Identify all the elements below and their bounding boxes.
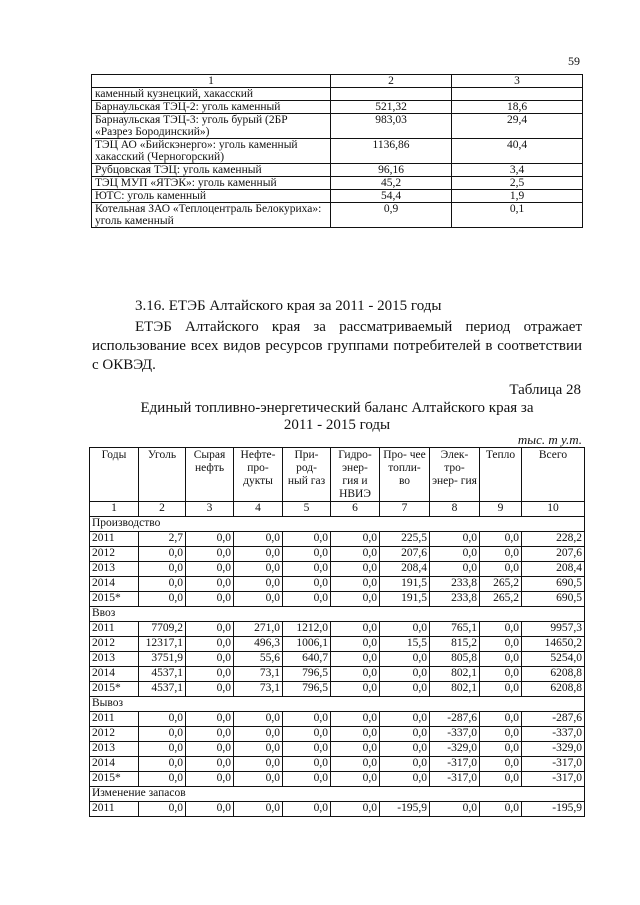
table-row xyxy=(90,592,585,607)
value-cell: 690,5 xyxy=(522,577,585,592)
value-cell: 0,0 xyxy=(331,562,380,577)
column-number-cell: 10 xyxy=(522,502,585,517)
year-cell: 2015* xyxy=(90,592,139,607)
column-number-cell: 6 xyxy=(331,502,380,517)
table-row xyxy=(90,637,585,652)
section-paragraph: ЕТЭБ Алтайского края за рассматриваемый период отражает использование всех видов ресурсов группами потребителей в соответствии с ОКВЭД. xyxy=(92,319,582,373)
value-cell: 0,0 xyxy=(283,727,331,742)
value-cell: 0,0 xyxy=(234,757,283,772)
table-row xyxy=(92,190,583,203)
value-cell: 5254,0 xyxy=(522,652,585,667)
value-cell: 0,0 xyxy=(283,547,331,562)
energy-balance-table xyxy=(89,447,585,817)
value-cell: 0,0 xyxy=(283,742,331,757)
column-header: Нефте- про- дукты xyxy=(234,448,283,502)
value-cell: 0,0 xyxy=(480,757,522,772)
value-cell: 0,0 xyxy=(139,742,186,757)
value-cell: 0,0 xyxy=(480,562,522,577)
year-cell: 2013 xyxy=(90,742,139,757)
value-cell: 207,6 xyxy=(380,547,430,562)
value-cell: 0,0 xyxy=(430,532,480,547)
section-row xyxy=(90,697,585,712)
value-cell: 207,6 xyxy=(522,547,585,562)
value-cell: -317,0 xyxy=(430,772,480,787)
column-header: Уголь xyxy=(139,448,186,502)
value-cell: 0,0 xyxy=(139,562,186,577)
fuel-consumption-table-continued xyxy=(91,74,583,228)
value-cell: 271,0 xyxy=(234,622,283,637)
column-header: Тепло xyxy=(480,448,522,502)
table-row xyxy=(90,727,585,742)
table-row xyxy=(92,177,583,190)
value-cell: 0,0 xyxy=(186,802,234,817)
value-cell: 0,0 xyxy=(380,772,430,787)
value-cell: 0,0 xyxy=(380,622,430,637)
value-cell: 0,9 xyxy=(331,203,452,228)
value-cell: 0,0 xyxy=(331,637,380,652)
value-cell: 0,0 xyxy=(480,532,522,547)
value-cell: 0,0 xyxy=(380,682,430,697)
value-cell: 0,0 xyxy=(139,712,186,727)
column-number-cell: 4 xyxy=(234,502,283,517)
value-cell: 2,5 xyxy=(452,177,583,190)
value-cell: 191,5 xyxy=(380,592,430,607)
column-number-cell: 1 xyxy=(90,502,139,517)
value-cell: 0,0 xyxy=(234,562,283,577)
value-cell: 233,8 xyxy=(430,577,480,592)
value-cell: 0,0 xyxy=(283,757,331,772)
year-cell: 2011 xyxy=(90,622,139,637)
value-cell: 0,0 xyxy=(139,772,186,787)
value-cell: 54,4 xyxy=(331,190,452,203)
value-cell: 815,2 xyxy=(430,637,480,652)
section-label: Ввоз xyxy=(90,607,585,622)
section-label: Изменение запасов xyxy=(90,787,585,802)
plant-fuel-cell: Барнаульская ТЭЦ-3: уголь бурый (2БР «Разрез Бородинский») xyxy=(92,114,331,139)
value-cell: 96,16 xyxy=(331,164,452,177)
value-cell: 12317,1 xyxy=(139,637,186,652)
value-cell: 0,0 xyxy=(139,757,186,772)
table-title-line-1: Единый топливно-энергетический баланс Алтайского края за xyxy=(140,400,534,416)
value-cell: 805,8 xyxy=(430,652,480,667)
value-cell: 0,0 xyxy=(480,802,522,817)
value-cell: 0,0 xyxy=(430,547,480,562)
plant-fuel-cell: ЮТС: уголь каменный xyxy=(92,190,331,203)
value-cell: 0,0 xyxy=(283,562,331,577)
value-cell: 191,5 xyxy=(380,577,430,592)
value-cell: 225,5 xyxy=(380,532,430,547)
plant-fuel-cell: ТЭЦ АО «Бийскэнерго»: уголь каменный хакасский (Черногорский) xyxy=(92,139,331,164)
value-cell: 0,0 xyxy=(331,757,380,772)
year-cell: 2014 xyxy=(90,757,139,772)
value-cell: 0,0 xyxy=(283,712,331,727)
table-row xyxy=(92,203,583,228)
value-cell: 0,0 xyxy=(480,712,522,727)
year-cell: 2015* xyxy=(90,772,139,787)
section-heading: 3.16. ЕТЭБ Алтайского края за 2011 - 2015 годы xyxy=(135,298,442,314)
section-row xyxy=(90,607,585,622)
value-cell: 0,0 xyxy=(139,592,186,607)
value-cell: 0,0 xyxy=(234,592,283,607)
value-cell: -287,6 xyxy=(430,712,480,727)
value-cell: -195,9 xyxy=(522,802,585,817)
value-cell xyxy=(331,88,452,101)
table-row xyxy=(92,164,583,177)
value-cell: 0,0 xyxy=(234,577,283,592)
value-cell: 0,0 xyxy=(139,727,186,742)
value-cell: 802,1 xyxy=(430,682,480,697)
value-cell: 0,0 xyxy=(283,802,331,817)
value-cell: 6208,8 xyxy=(522,682,585,697)
value-cell: 228,2 xyxy=(522,532,585,547)
value-cell: 0,0 xyxy=(331,652,380,667)
year-cell: 2011 xyxy=(90,802,139,817)
value-cell: 0,0 xyxy=(186,592,234,607)
value-cell: 0,0 xyxy=(186,772,234,787)
column-header: Всего xyxy=(522,448,585,502)
table-row xyxy=(90,667,585,682)
table-row xyxy=(92,101,583,114)
table-number: Таблица 28 xyxy=(509,382,581,398)
value-cell: 0,0 xyxy=(331,802,380,817)
value-cell: 0,0 xyxy=(331,727,380,742)
value-cell: -287,6 xyxy=(522,712,585,727)
table-row xyxy=(90,547,585,562)
value-cell: 690,5 xyxy=(522,592,585,607)
year-cell: 2014 xyxy=(90,577,139,592)
value-cell: 0,0 xyxy=(480,622,522,637)
column-header: Гидро- энер- гия и НВИЭ xyxy=(331,448,380,502)
value-cell: 2,7 xyxy=(139,532,186,547)
value-cell: 0,0 xyxy=(331,772,380,787)
value-cell: 233,8 xyxy=(430,592,480,607)
column-number-cell: 8 xyxy=(430,502,480,517)
value-cell: 0,0 xyxy=(331,547,380,562)
value-cell: 0,0 xyxy=(480,727,522,742)
value-cell: 0,0 xyxy=(186,667,234,682)
table-row xyxy=(92,139,583,164)
value-cell: 55,6 xyxy=(234,652,283,667)
value-cell: 521,32 xyxy=(331,101,452,114)
value-cell: 0,0 xyxy=(139,802,186,817)
year-cell: 2012 xyxy=(90,547,139,562)
column-number-cell: 2 xyxy=(331,75,452,88)
year-cell: 2015* xyxy=(90,682,139,697)
value-cell: 0,0 xyxy=(380,652,430,667)
section-label: Вывоз xyxy=(90,697,585,712)
value-cell: 0,0 xyxy=(186,577,234,592)
value-cell: 796,5 xyxy=(283,682,331,697)
plant-fuel-cell: Барнаульская ТЭЦ-2: уголь каменный xyxy=(92,101,331,114)
table-row xyxy=(92,88,583,101)
value-cell: 0,0 xyxy=(234,547,283,562)
value-cell: 0,0 xyxy=(380,727,430,742)
plant-fuel-cell: каменный кузнецкий, хакасский xyxy=(92,88,331,101)
value-cell: -329,0 xyxy=(430,742,480,757)
value-cell: -317,0 xyxy=(522,757,585,772)
column-header-row xyxy=(90,448,585,502)
value-cell: 0,0 xyxy=(331,712,380,727)
value-cell: 0,0 xyxy=(139,547,186,562)
value-cell: 0,0 xyxy=(283,577,331,592)
column-number-cell: 1 xyxy=(92,75,331,88)
value-cell: 1212,0 xyxy=(283,622,331,637)
value-cell: 0,0 xyxy=(331,592,380,607)
value-cell: 0,0 xyxy=(430,802,480,817)
value-cell: 4537,1 xyxy=(139,667,186,682)
value-cell: 0,0 xyxy=(234,772,283,787)
table-row xyxy=(90,562,585,577)
year-cell: 2012 xyxy=(90,637,139,652)
value-cell: 0,0 xyxy=(186,562,234,577)
column-header: Элек- тро- энер- гия xyxy=(430,448,480,502)
column-header: При- род- ный газ xyxy=(283,448,331,502)
table-row xyxy=(90,682,585,697)
column-number-cell: 3 xyxy=(186,502,234,517)
value-cell: 0,0 xyxy=(380,667,430,682)
value-cell: 0,0 xyxy=(480,742,522,757)
value-cell: 0,0 xyxy=(331,742,380,757)
table-header-row xyxy=(92,75,583,88)
value-cell: 3751,9 xyxy=(139,652,186,667)
value-cell: 0,0 xyxy=(234,532,283,547)
value-cell: 1136,86 xyxy=(331,139,452,164)
table-row xyxy=(90,622,585,637)
value-cell: 983,03 xyxy=(331,114,452,139)
value-cell: -317,0 xyxy=(522,772,585,787)
value-cell: 4537,1 xyxy=(139,682,186,697)
value-cell: 73,1 xyxy=(234,667,283,682)
value-cell: 208,4 xyxy=(380,562,430,577)
value-cell: 0,0 xyxy=(480,667,522,682)
column-header: Сырая нефть xyxy=(186,448,234,502)
table-row xyxy=(90,802,585,817)
year-cell: 2011 xyxy=(90,712,139,727)
value-cell: 208,4 xyxy=(522,562,585,577)
value-cell: 6208,8 xyxy=(522,667,585,682)
column-number-cell: 5 xyxy=(283,502,331,517)
table-row xyxy=(92,114,583,139)
value-cell: -337,0 xyxy=(522,727,585,742)
value-cell: 0,0 xyxy=(186,637,234,652)
value-cell: 0,0 xyxy=(186,682,234,697)
value-cell: 0,0 xyxy=(234,727,283,742)
value-cell: 0,0 xyxy=(283,532,331,547)
column-number-cell: 9 xyxy=(480,502,522,517)
value-cell: 0,0 xyxy=(331,577,380,592)
value-cell: 1,9 xyxy=(452,190,583,203)
value-cell: 15,5 xyxy=(380,637,430,652)
value-cell: 9957,3 xyxy=(522,622,585,637)
section-row xyxy=(90,787,585,802)
table-title-line-2: 2011 - 2015 годы xyxy=(283,417,391,433)
table-row xyxy=(90,772,585,787)
value-cell: 0,0 xyxy=(331,622,380,637)
value-cell: 0,0 xyxy=(186,547,234,562)
unit-label: тыс. т у.т. xyxy=(517,432,582,447)
value-cell: 40,4 xyxy=(452,139,583,164)
value-cell: 0,0 xyxy=(480,772,522,787)
year-cell: 2014 xyxy=(90,667,139,682)
value-cell: 496,3 xyxy=(234,637,283,652)
value-cell: -329,0 xyxy=(522,742,585,757)
value-cell: -317,0 xyxy=(430,757,480,772)
value-cell: 73,1 xyxy=(234,682,283,697)
value-cell: 7709,2 xyxy=(139,622,186,637)
table-title xyxy=(92,400,582,434)
section-row xyxy=(90,517,585,532)
value-cell: -337,0 xyxy=(430,727,480,742)
column-number-row xyxy=(90,502,585,517)
value-cell: 0,0 xyxy=(186,622,234,637)
value-cell: 0,0 xyxy=(186,742,234,757)
table-row xyxy=(90,532,585,547)
value-cell: 0,0 xyxy=(186,532,234,547)
value-cell: 0,0 xyxy=(380,712,430,727)
value-cell: 0,0 xyxy=(139,577,186,592)
column-number-cell: 2 xyxy=(139,502,186,517)
value-cell: -195,9 xyxy=(380,802,430,817)
value-cell: 1006,1 xyxy=(283,637,331,652)
value-cell: 0,1 xyxy=(452,203,583,228)
year-cell: 2013 xyxy=(90,652,139,667)
table-row xyxy=(90,577,585,592)
plant-fuel-cell: Котельная ЗАО «Теплоцентраль Белокуриха»: уголь каменный xyxy=(92,203,331,228)
value-cell: 45,2 xyxy=(331,177,452,190)
value-cell: 0,0 xyxy=(186,712,234,727)
plant-fuel-cell: ТЭЦ МУП «ЯТЭК»: уголь каменный xyxy=(92,177,331,190)
column-header: Про- чее топли- во xyxy=(380,448,430,502)
value-cell: 3,4 xyxy=(452,164,583,177)
value-cell: 0,0 xyxy=(234,712,283,727)
value-cell: 765,1 xyxy=(430,622,480,637)
value-cell: 0,0 xyxy=(331,682,380,697)
table-row xyxy=(90,742,585,757)
value-cell: 0,0 xyxy=(480,682,522,697)
value-cell: 265,2 xyxy=(480,577,522,592)
year-cell: 2011 xyxy=(90,532,139,547)
value-cell: 29,4 xyxy=(452,114,583,139)
value-cell: 0,0 xyxy=(331,667,380,682)
section-label: Производство xyxy=(90,517,585,532)
value-cell: 0,0 xyxy=(380,742,430,757)
value-cell: 0,0 xyxy=(480,547,522,562)
value-cell: 796,5 xyxy=(283,667,331,682)
table-row xyxy=(90,712,585,727)
value-cell: 0,0 xyxy=(331,532,380,547)
plant-fuel-cell: Рубцовская ТЭЦ: уголь каменный xyxy=(92,164,331,177)
value-cell: 0,0 xyxy=(480,637,522,652)
value-cell: 265,2 xyxy=(480,592,522,607)
value-cell: 18,6 xyxy=(452,101,583,114)
column-header: Годы xyxy=(90,448,139,502)
table-row xyxy=(90,757,585,772)
value-cell: 0,0 xyxy=(186,652,234,667)
value-cell: 640,7 xyxy=(283,652,331,667)
column-number-cell: 3 xyxy=(452,75,583,88)
value-cell: 0,0 xyxy=(380,757,430,772)
value-cell: 802,1 xyxy=(430,667,480,682)
value-cell: 0,0 xyxy=(234,742,283,757)
value-cell xyxy=(452,88,583,101)
value-cell: 14650,2 xyxy=(522,637,585,652)
column-number-cell: 7 xyxy=(380,502,430,517)
value-cell: 0,0 xyxy=(283,592,331,607)
value-cell: 0,0 xyxy=(430,562,480,577)
value-cell: 0,0 xyxy=(283,772,331,787)
table-row xyxy=(90,652,585,667)
year-cell: 2013 xyxy=(90,562,139,577)
value-cell: 0,0 xyxy=(480,652,522,667)
page-number: 59 xyxy=(568,54,580,68)
value-cell: 0,0 xyxy=(186,727,234,742)
value-cell: 0,0 xyxy=(186,757,234,772)
year-cell: 2012 xyxy=(90,727,139,742)
value-cell: 0,0 xyxy=(234,802,283,817)
